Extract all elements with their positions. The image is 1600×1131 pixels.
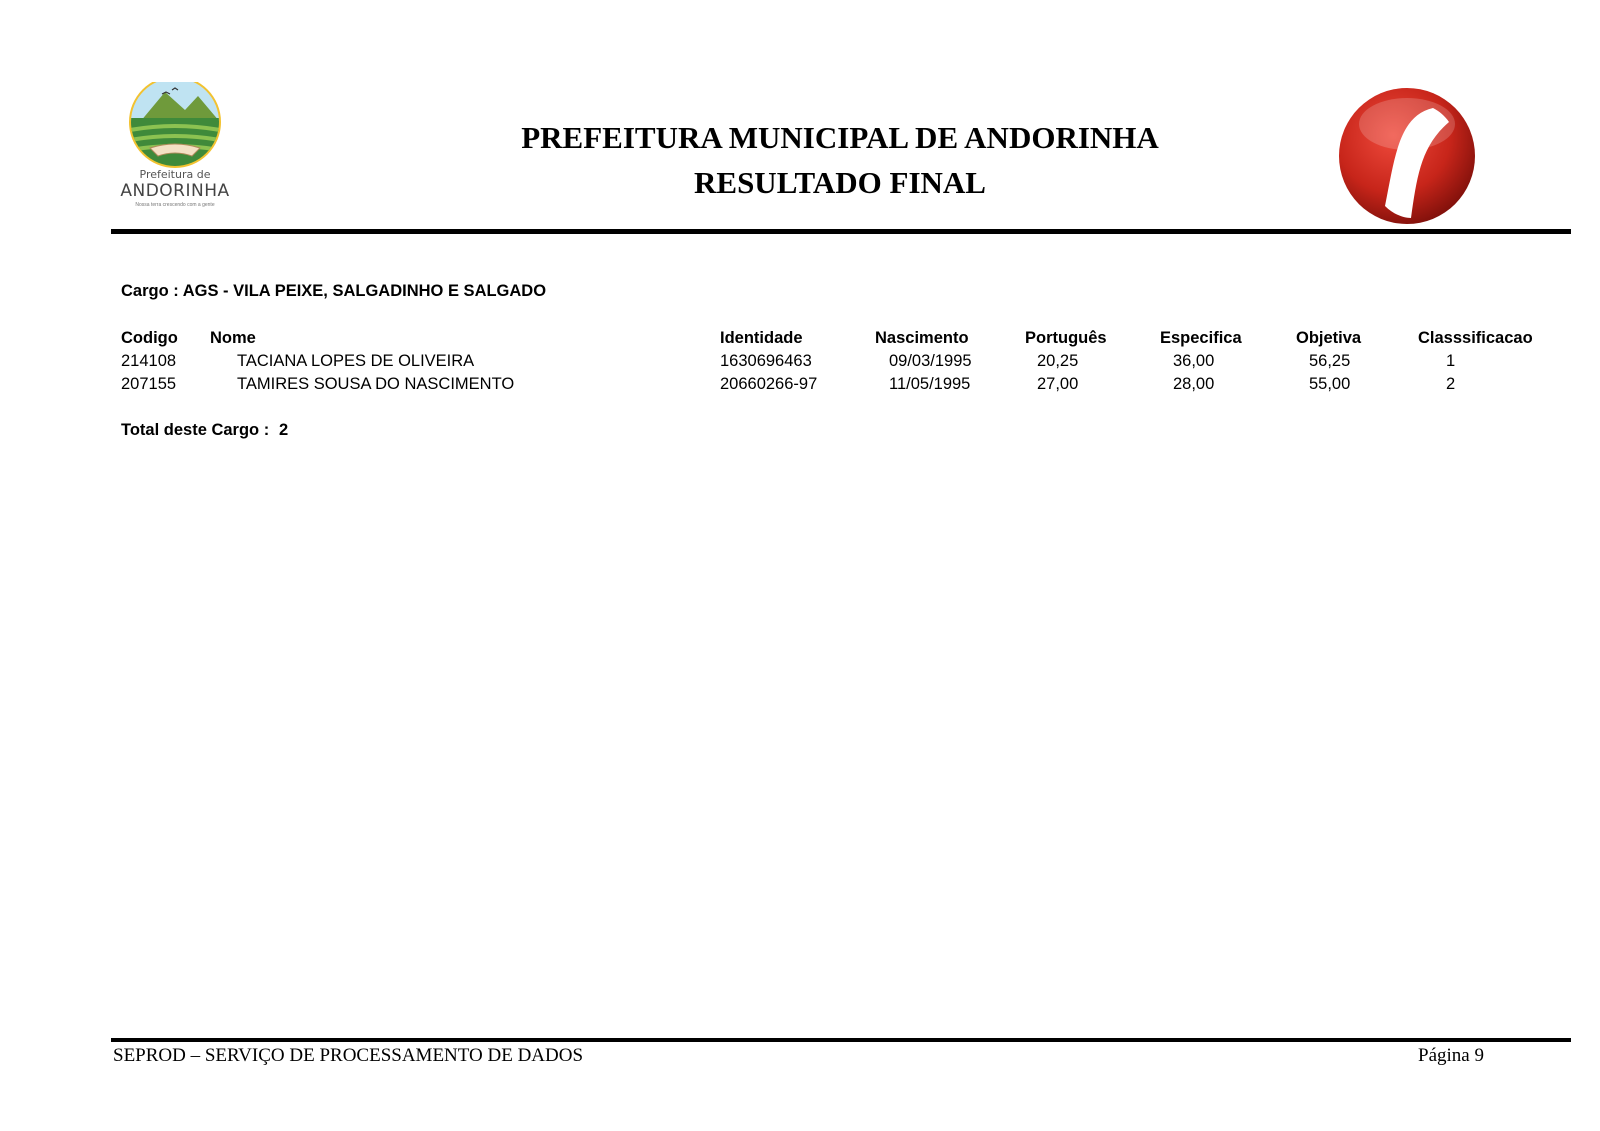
col-header-portugues: Português [1025, 329, 1107, 347]
andorinha-logo [110, 82, 240, 212]
cell-nome: TAMIRES SOUSA DO NASCIMENTO [237, 375, 515, 393]
cell-portugues: 20,25 [1037, 352, 1079, 370]
logo-line2: ANDORINHA [120, 181, 230, 201]
logo-motto: Nossa terra crescendo com a gente [135, 202, 215, 208]
cell-nome: TACIANA LOPES DE OLIVEIRA [237, 352, 475, 370]
total-value: 2 [279, 421, 289, 439]
page-label: Página [1418, 1045, 1470, 1066]
col-header-codigo: Codigo [121, 329, 178, 347]
seprod-logo [1337, 86, 1477, 226]
col-header-nascimento: Nascimento [875, 329, 969, 347]
cell-especifica: 28,00 [1173, 375, 1215, 393]
col-header-objetiva: Objetiva [1296, 329, 1362, 347]
total-label: Total deste Cargo : [121, 421, 270, 439]
page-title: PREFEITURA MUNICIPAL DE ANDORINHA [521, 120, 1159, 155]
col-header-especifica: Especifica [1160, 329, 1242, 347]
cell-nascimento: 11/05/1995 [889, 375, 971, 393]
cell-codigo: 207155 [121, 375, 177, 393]
cargo-label: Cargo : AGS - VILA PEIXE, SALGADINHO E SALGADO [121, 282, 547, 300]
seprod-red-sphere-logo-icon [1337, 86, 1477, 226]
cell-objetiva: 55,00 [1309, 375, 1351, 393]
cell-codigo: 214108 [121, 352, 177, 370]
footer-organization: SEPROD – SERVIÇO DE PROCESSAMENTO DE DADOS [113, 1045, 584, 1066]
page-subtitle: RESULTADO FINAL [694, 165, 986, 200]
cell-identidade: 1630696463 [720, 352, 812, 370]
cell-portugues: 27,00 [1037, 375, 1079, 393]
col-header-identidade: Identidade [720, 329, 803, 347]
cell-classificacao: 2 [1446, 375, 1456, 393]
cell-especifica: 36,00 [1173, 352, 1215, 370]
col-header-classificacao: Classsificacao [1418, 329, 1533, 347]
cell-objetiva: 56,25 [1309, 352, 1351, 370]
cell-identidade: 20660266-97 [720, 375, 818, 393]
header-divider [111, 229, 1571, 234]
col-header-nome: Nome [210, 329, 256, 347]
andorinha-municipality-logo-icon [110, 82, 240, 168]
page-number-indicator [1418, 1045, 1484, 1067]
logo-line1: Prefeitura de [139, 168, 211, 181]
footer-divider [111, 1038, 1571, 1042]
cell-classificacao: 1 [1446, 352, 1456, 370]
page-number: 9 [1474, 1045, 1484, 1066]
cell-nascimento: 09/03/1995 [889, 352, 972, 370]
